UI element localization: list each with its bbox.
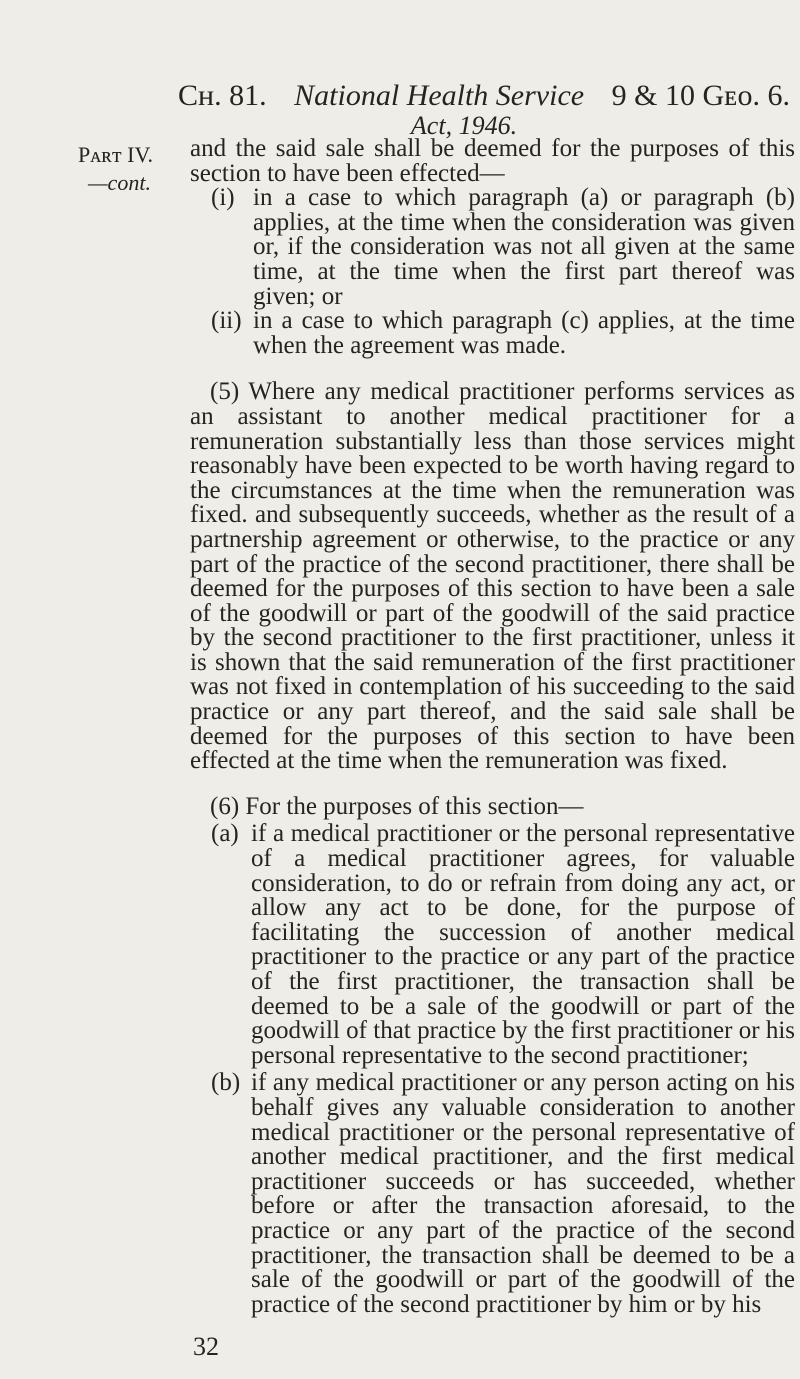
margin-cont: —cont. — [88, 170, 151, 195]
intro-paragraph: and the said sale shall be deemed for the purposes of this section to have been effected— — [190, 135, 795, 187]
clause-a-marker: (a) — [211, 820, 239, 848]
clause-b-text: if any medical practitioner or any person acting on his behalf gives any valuable consideration to another medical practitioner or the personal representative of another medical practitioner, and the first medical practitioner succeeds or has succeeded, whether before or after the transaction aforesaid, to the practice or any part of the practice of the second practitioner, the transaction shall be deemed to be a sale of the goodwill or part of the goodwill of the practice of the second practitioner by him or by his — [251, 1069, 795, 1318]
subsection-5: (5) Where any medical practitioner performs services as an assistant to another medical practitioner for a remuneration substantially less than those services might reasonably have been expected to be worth having regard to the circumstances at the time when the remuneration was fixed. and subsequently succeeds, whether as the result of a partnership agreement or otherwise, to the practice or any part of the practice of the second practitioner, there shall be deemed for the purposes of this section to have been a sale of the goodwill or part of the goodwill of the said practice by the second practitioner to the first practitioner, unless it is shown that the said remuneration of the first practitioner was not fixed in contemplation of his succeeding to the said practice or any part thereof, and the said sale shall be deemed for the purposes of this section to have been effected at the time when the remuneration was fixed. — [190, 378, 795, 775]
clause-i — [211, 186, 795, 309]
clause-b-marker: (b) — [211, 1069, 241, 1097]
running-header — [178, 80, 790, 140]
chapter-ref: Cʜ. 81. — [178, 79, 267, 112]
section-body — [190, 137, 795, 1317]
margin-part: Pᴀʀᴛ IV. — [78, 142, 154, 167]
regnal-year: 9 & 10 Gᴇᴏ. 6. — [611, 79, 790, 112]
clause-ii-marker: (ii) — [211, 307, 242, 335]
margin-note — [78, 141, 178, 197]
subsection-6: (6) For the purposes of this section— — [210, 792, 584, 820]
clause-i-marker: (i) — [211, 184, 235, 212]
clause-a-text: if a medical practitioner or the personal representative of a medical practitioner agrees, for valuable consideration, to do or refrain from doing any act, or allow any act to be done, for the purpose of facilitating the succession of another medical practitioner to the practice or any part of the practice of the first practitioner, the transaction shall be deemed to be a sale of the goodwill or part of the goodwill of that practice by the first practitioner or his personal representative to the second practitioner; — [251, 820, 795, 1069]
clause-ii — [211, 309, 795, 358]
act-year: Act, 1946. — [410, 111, 518, 140]
clause-i-text: in a case to which paragraph (a) or paragraph (b) applies, at the time when the consideration was given or, if the consideration was not all given at the same time, at the time when the first part thereof was given; or — [253, 184, 795, 310]
clause-b — [211, 1071, 795, 1317]
act-title: National Health Service — [294, 79, 585, 112]
clause-ii-text: in a case to which paragraph (c) applies, at the time when the agreement was made. — [253, 307, 795, 359]
clause-a — [211, 822, 795, 1068]
page-number: 32 — [193, 1332, 219, 1361]
